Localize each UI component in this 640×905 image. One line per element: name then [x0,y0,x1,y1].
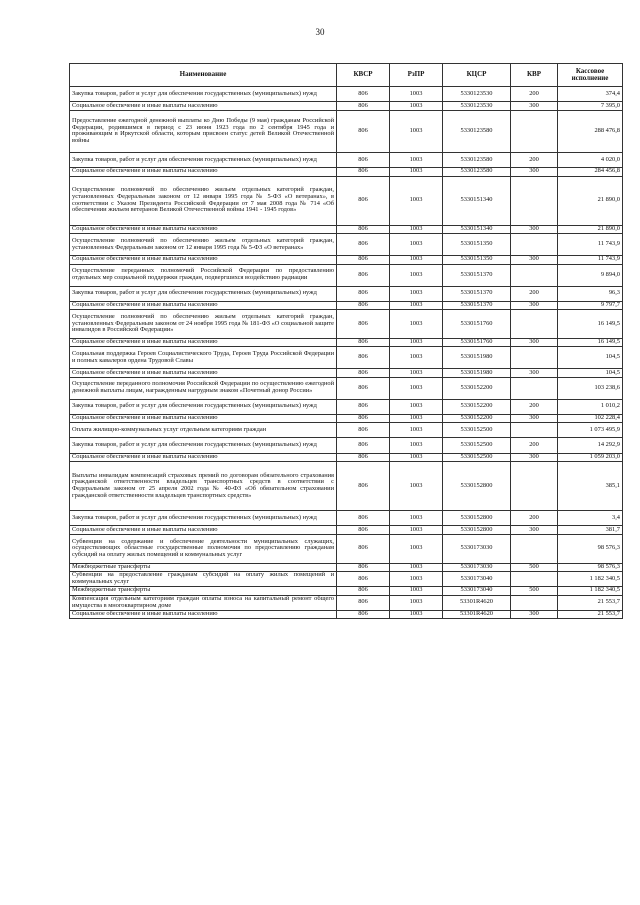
row-name-cell: Субвенции на содержание и обеспечение деятельности муниципальных служащих, осуществляющих областные государственные полномочия по предоставлению гражданам субсидий на оплату жилых помещений и коммунальных услуг [70,534,337,563]
row-sum-cell: 284 456,8 [558,168,623,176]
row-rzpr-cell: 1003 [390,234,443,256]
row-kvsr-cell: 806 [337,399,390,414]
row-name-cell: Компенсация отдельным категориям граждан оплаты взноса на капитальный ремонт общего имущества в многоквартирном доме [70,595,337,610]
row-sum-cell: 1 010,2 [558,399,623,414]
row-kvr-cell: 300 [511,225,558,233]
table-row [70,87,623,102]
row-sum-cell: 1 073 495,9 [558,423,623,438]
row-kcsr-cell: 5330123580 [443,168,511,176]
table-row [70,110,623,152]
row-kcsr-cell: 5330152200 [443,377,511,399]
row-rzpr-cell: 1003 [390,87,443,102]
row-rzpr-cell: 1003 [390,414,443,422]
row-kvsr-cell: 806 [337,301,390,309]
row-rzpr-cell: 1003 [390,152,443,167]
table-row [70,438,623,453]
row-rzpr-cell: 1003 [390,438,443,453]
row-sum-cell: 21 890,0 [558,176,623,225]
row-kvr-cell: 200 [511,87,558,102]
row-kvsr-cell: 806 [337,347,390,369]
row-kvr-cell: 300 [511,256,558,264]
table-row [70,423,623,438]
row-kvsr-cell: 806 [337,462,390,511]
row-name-cell: Субвенции на предоставление гражданам субсидий на оплату жилых помещений и коммунальных услуг [70,571,337,586]
row-kvr-cell [511,377,558,399]
column-header-kvsr: КВСР [337,64,390,87]
row-rzpr-cell: 1003 [390,610,443,618]
row-kvsr-cell: 806 [337,571,390,586]
column-header-sum: Кассовое исполнение [558,64,623,87]
row-sum-cell: 103 238,6 [558,377,623,399]
row-kcsr-cell: 5330123530 [443,102,511,110]
row-kvr-cell: 300 [511,453,558,461]
row-sum-cell: 288 476,8 [558,110,623,152]
row-name-cell: Осуществление полномочий по обеспечению жильем отдельных категорий граждан, установленных Федеральным законом от 12 января 1995 года № 5-ФЗ «О ветеранах» [70,234,337,256]
row-kvr-cell: 300 [511,338,558,346]
row-name-cell: Осуществление переданных полномочий Российской Федерации по предоставлению отдельных мер социальной поддержки граждан, подвергшихся воздействию радиации [70,264,337,286]
row-name-cell: Закупка товаров, работ и услуг для обеспечения государственных (муниципальных) нужд [70,286,337,301]
row-kvsr-cell: 806 [337,110,390,152]
column-header-rzpr: РзПР [390,64,443,87]
row-kvsr-cell: 806 [337,595,390,610]
row-kvr-cell: 200 [511,152,558,167]
row-kvsr-cell: 806 [337,225,390,233]
row-rzpr-cell: 1003 [390,301,443,309]
row-rzpr-cell: 1003 [390,168,443,176]
row-sum-cell: 1 182 340,5 [558,571,623,586]
row-kcsr-cell: 5330151370 [443,264,511,286]
table-row [70,610,623,618]
row-kvr-cell [511,595,558,610]
row-kcsr-cell: 5330152500 [443,423,511,438]
row-name-cell: Социальное обеспечение и иные выплаты населению [70,610,337,618]
row-kcsr-cell: 5330151980 [443,369,511,377]
row-kvr-cell: 200 [511,511,558,526]
row-name-cell: Межбюджетные трансферты [70,587,337,595]
table-row [70,225,623,233]
row-kvsr-cell: 806 [337,414,390,422]
row-sum-cell: 21 553,7 [558,610,623,618]
table-row [70,526,623,534]
row-sum-cell: 14 292,9 [558,438,623,453]
row-sum-cell: 96,3 [558,286,623,301]
row-kvsr-cell: 806 [337,610,390,618]
row-rzpr-cell: 1003 [390,595,443,610]
row-kcsr-cell: 5330152200 [443,399,511,414]
row-name-cell: Социальное обеспечение и иные выплаты населению [70,225,337,233]
table-row [70,102,623,110]
column-header-name: Наименование [70,64,337,87]
row-rzpr-cell: 1003 [390,110,443,152]
row-kcsr-cell: 5330151370 [443,286,511,301]
page-number: 30 [315,27,325,37]
row-sum-cell: 9 894,0 [558,264,623,286]
row-kvsr-cell: 806 [337,256,390,264]
row-rzpr-cell: 1003 [390,526,443,534]
row-kcsr-cell: 5330151350 [443,256,511,264]
row-kcsr-cell: 5330152200 [443,414,511,422]
row-name-cell: Социальное обеспечение и иные выплаты населению [70,102,337,110]
table-row [70,462,623,511]
table-row [70,571,623,586]
budget-execution-table [69,63,623,619]
row-kcsr-cell: 5330152500 [443,453,511,461]
row-kvr-cell: 300 [511,414,558,422]
row-kcsr-cell: 5330152800 [443,526,511,534]
row-sum-cell: 21 553,7 [558,595,623,610]
row-name-cell: Социальное обеспечение и иные выплаты населению [70,301,337,309]
row-rzpr-cell: 1003 [390,310,443,339]
row-kvsr-cell: 806 [337,563,390,571]
table-row [70,414,623,422]
row-name-cell: Социальное обеспечение и иные выплаты населению [70,369,337,377]
row-name-cell: Социальная поддержка Героев Социалистического Труда, Героев Труда Российской Федерации и полных кавалеров ордена Трудовой Славы [70,347,337,369]
row-rzpr-cell: 1003 [390,453,443,461]
row-kvsr-cell: 806 [337,286,390,301]
row-sum-cell: 104,5 [558,369,623,377]
table-row [70,234,623,256]
row-sum-cell: 102 228,4 [558,414,623,422]
row-name-cell: Социальное обеспечение и иные выплаты населению [70,256,337,264]
row-kcsr-cell: 5330151370 [443,301,511,309]
row-kvsr-cell: 806 [337,587,390,595]
table-row [70,595,623,610]
row-name-cell: Закупка товаров, работ и услуг для обеспечения государственных (муниципальных) нужд [70,438,337,453]
row-kcsr-cell: 5330123580 [443,152,511,167]
row-rzpr-cell: 1003 [390,399,443,414]
row-kvsr-cell: 806 [337,234,390,256]
row-name-cell: Социальное обеспечение и иные выплаты населению [70,526,337,534]
row-kvr-cell [511,310,558,339]
row-kvsr-cell: 806 [337,438,390,453]
row-kvr-cell [511,110,558,152]
table-row [70,453,623,461]
row-kcsr-cell: 5330173040 [443,571,511,586]
row-name-cell: Межбюджетные трансферты [70,563,337,571]
table-row [70,168,623,176]
table-row [70,347,623,369]
row-kvr-cell [511,176,558,225]
row-sum-cell: 385,1 [558,462,623,511]
row-kvsr-cell: 806 [337,534,390,563]
row-sum-cell: 7 395,0 [558,102,623,110]
row-rzpr-cell: 1003 [390,347,443,369]
row-rzpr-cell: 1003 [390,377,443,399]
row-kvr-cell [511,234,558,256]
row-sum-cell: 11 743,9 [558,234,623,256]
row-kvr-cell [511,462,558,511]
row-kvsr-cell: 806 [337,168,390,176]
row-name-cell: Оплата жилищно-коммунальных услуг отдельным категориям граждан [70,423,337,438]
row-name-cell: Осуществление полномочий по обеспечению жильем отдельных категорий граждан, установленных Федеральным законом от 12 января 1995 года № 5-ФЗ «О ветеранах», в соответствии с Указом Президента Российской Федерации от 7 мая 2008 года № 714 «Об обеспечении жильем ветеранов Великой Отечественной войны 1941 - 1945 годов» [70,176,337,225]
row-kvsr-cell: 806 [337,526,390,534]
table-row [70,534,623,563]
row-kvsr-cell: 806 [337,338,390,346]
table-row [70,152,623,167]
row-kcsr-cell: 53301R4620 [443,610,511,618]
row-sum-cell: 374,4 [558,87,623,102]
row-kcsr-cell: 5330173040 [443,587,511,595]
row-kvsr-cell: 806 [337,511,390,526]
row-name-cell: Закупка товаров, работ и услуг для обеспечения государственных (муниципальных) нужд [70,399,337,414]
row-rzpr-cell: 1003 [390,286,443,301]
row-name-cell: Выплаты инвалидам компенсаций страховых премий по договорам обязательного страхования гражданской ответственности владельцев транспортных средств в соответствии с Федеральным законом от 25 апреля 2002 года № 40-ФЗ «Об обязательном страховании гражданской ответственности владельцев транспортных средств» [70,462,337,511]
row-kcsr-cell: 5330152800 [443,462,511,511]
row-name-cell: Осуществление переданного полномочия Российской Федерации по осуществлению ежегодной денежной выплаты лицам, награжденным нагрудным знаком «Почетный донор России» [70,377,337,399]
row-kvsr-cell: 806 [337,152,390,167]
row-sum-cell: 98 576,3 [558,563,623,571]
row-kvsr-cell: 806 [337,369,390,377]
row-kvr-cell: 300 [511,610,558,618]
row-rzpr-cell: 1003 [390,462,443,511]
row-kcsr-cell: 5330152800 [443,511,511,526]
row-kvsr-cell: 806 [337,87,390,102]
row-name-cell: Предоставление ежегодной денежной выплаты ко Дню Победы (9 мая) гражданам Российской Федерации, родившимся в период с 23 июня 1923 года по 2 сентября 1945 года и проживающим в Иркутской области, которым присвоен статус детей Великой Отечественной войны [70,110,337,152]
table-row [70,399,623,414]
row-kvsr-cell: 806 [337,453,390,461]
row-kcsr-cell: 5330173030 [443,563,511,571]
table-row [70,286,623,301]
row-sum-cell: 4 020,0 [558,152,623,167]
row-kcsr-cell: 53301R4620 [443,595,511,610]
row-name-cell: Закупка товаров, работ и услуг для обеспечения государственных (муниципальных) нужд [70,87,337,102]
row-kvr-cell [511,347,558,369]
column-header-kvr: КВР [511,64,558,87]
row-sum-cell: 104,5 [558,347,623,369]
row-sum-cell: 98 576,3 [558,534,623,563]
row-kvr-cell [511,423,558,438]
row-name-cell: Закупка товаров, работ и услуг для обеспечения государственных (муниципальных) нужд [70,152,337,167]
row-kcsr-cell: 5330173030 [443,534,511,563]
row-rzpr-cell: 1003 [390,571,443,586]
row-kvr-cell: 300 [511,301,558,309]
row-sum-cell: 16 149,5 [558,338,623,346]
row-name-cell: Осуществление полномочий по обеспечению жильем отдельных категорий граждан, установленных Федеральным законом от 24 ноября 1995 года № 181-ФЗ «О социальной защите инвалидов в Российской Федерации» [70,310,337,339]
row-kcsr-cell: 5330151350 [443,234,511,256]
row-sum-cell: 11 743,9 [558,256,623,264]
row-kcsr-cell: 5330152500 [443,438,511,453]
row-rzpr-cell: 1003 [390,338,443,346]
row-kvr-cell: 300 [511,102,558,110]
table-row [70,256,623,264]
row-name-cell: Социальное обеспечение и иные выплаты населению [70,338,337,346]
row-name-cell: Социальное обеспечение и иные выплаты населению [70,453,337,461]
row-rzpr-cell: 1003 [390,369,443,377]
row-rzpr-cell: 1003 [390,534,443,563]
row-kvr-cell: 500 [511,563,558,571]
table-row [70,310,623,339]
row-kvr-cell: 500 [511,587,558,595]
row-name-cell: Закупка товаров, работ и услуг для обеспечения государственных (муниципальных) нужд [70,511,337,526]
table-row [70,377,623,399]
table-row [70,338,623,346]
row-kvsr-cell: 806 [337,377,390,399]
row-kcsr-cell: 5330151980 [443,347,511,369]
row-kvr-cell: 300 [511,168,558,176]
row-kvr-cell [511,571,558,586]
row-kvr-cell: 300 [511,369,558,377]
row-kcsr-cell: 5330151340 [443,225,511,233]
row-kvsr-cell: 806 [337,176,390,225]
row-rzpr-cell: 1003 [390,511,443,526]
row-kcsr-cell: 5330123530 [443,87,511,102]
row-rzpr-cell: 1003 [390,102,443,110]
row-kvr-cell [511,264,558,286]
row-kvr-cell: 200 [511,438,558,453]
row-sum-cell: 381,7 [558,526,623,534]
table-row [70,563,623,571]
row-rzpr-cell: 1003 [390,256,443,264]
table-row [70,264,623,286]
row-rzpr-cell: 1003 [390,176,443,225]
row-rzpr-cell: 1003 [390,587,443,595]
row-sum-cell: 9 797,7 [558,301,623,309]
table-row [70,369,623,377]
row-sum-cell: 21 890,0 [558,225,623,233]
row-sum-cell: 3,4 [558,511,623,526]
table-header-row [70,64,623,87]
row-kvsr-cell: 806 [337,423,390,438]
row-kvsr-cell: 806 [337,102,390,110]
row-kvr-cell: 200 [511,286,558,301]
row-kvr-cell [511,534,558,563]
row-rzpr-cell: 1003 [390,225,443,233]
row-sum-cell: 1 182 340,5 [558,587,623,595]
table-row [70,587,623,595]
row-name-cell: Социальное обеспечение и иные выплаты населению [70,168,337,176]
row-rzpr-cell: 1003 [390,423,443,438]
column-header-kcsr: КЦСР [443,64,511,87]
row-rzpr-cell: 1003 [390,563,443,571]
table-row [70,176,623,225]
row-kcsr-cell: 5330151760 [443,338,511,346]
row-kvsr-cell: 806 [337,310,390,339]
table-row [70,511,623,526]
row-kvr-cell: 300 [511,526,558,534]
row-name-cell: Социальное обеспечение и иные выплаты населению [70,414,337,422]
row-kcsr-cell: 5330151760 [443,310,511,339]
row-sum-cell: 1 059 203,0 [558,453,623,461]
row-sum-cell: 16 149,5 [558,310,623,339]
row-kcsr-cell: 5330123580 [443,110,511,152]
row-rzpr-cell: 1003 [390,264,443,286]
table-row [70,301,623,309]
row-kvr-cell: 200 [511,399,558,414]
row-kcsr-cell: 5330151340 [443,176,511,225]
row-kvsr-cell: 806 [337,264,390,286]
